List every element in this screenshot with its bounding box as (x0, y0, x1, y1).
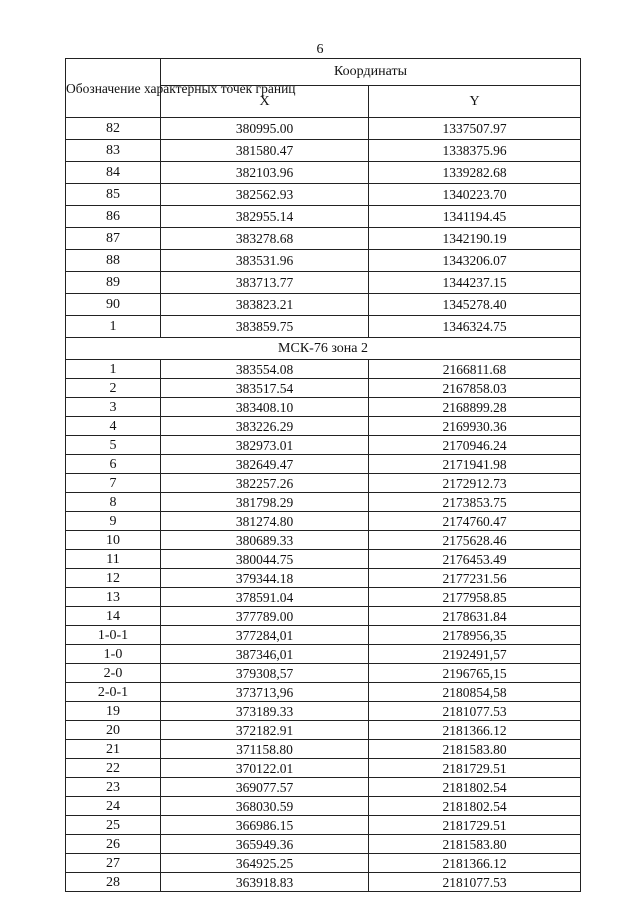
x-coordinate-cell: 383408.10 (161, 398, 369, 417)
table-row (66, 645, 581, 664)
x-coordinate-cell: 383226.29 (161, 417, 369, 436)
table-row (66, 294, 581, 316)
y-coordinate-cell: 2178956,35 (369, 626, 581, 645)
y-coordinate-cell: 2171941.98 (369, 455, 581, 474)
point-id-cell: 9 (66, 512, 161, 531)
point-id-cell: 1 (66, 316, 161, 338)
y-coordinate-cell: 2181583.80 (369, 740, 581, 759)
table-body-part2 (66, 360, 581, 892)
x-coordinate-cell: 380689.33 (161, 531, 369, 550)
y-coordinate-cell: 2177958.85 (369, 588, 581, 607)
point-id-cell: 2-0 (66, 664, 161, 683)
table-row (66, 797, 581, 816)
coordinates-header: Координаты (161, 59, 581, 86)
table-row (66, 206, 581, 228)
x-coordinate-cell: 382649.47 (161, 455, 369, 474)
x-coordinate-cell: 382973.01 (161, 436, 369, 455)
x-coordinate-cell: 377284,01 (161, 626, 369, 645)
x-coordinate-cell: 369077.57 (161, 778, 369, 797)
x-coordinate-cell: 373189.33 (161, 702, 369, 721)
table-row (66, 740, 581, 759)
y-coordinate-cell: 1345278.40 (369, 294, 581, 316)
x-coordinate-cell: 381580.47 (161, 140, 369, 162)
y-header: Y (369, 86, 581, 118)
x-coordinate-cell: 379308,57 (161, 664, 369, 683)
point-id-cell: 83 (66, 140, 161, 162)
x-coordinate-cell: 377789.00 (161, 607, 369, 626)
y-coordinate-cell: 2169930.36 (369, 417, 581, 436)
point-id-cell: 1-0 (66, 645, 161, 664)
table-row (66, 118, 581, 140)
x-coordinate-cell: 383713.77 (161, 272, 369, 294)
y-coordinate-cell: 2177231.56 (369, 569, 581, 588)
table-row (66, 184, 581, 206)
y-coordinate-cell: 1337507.97 (369, 118, 581, 140)
table-row (66, 512, 581, 531)
point-id-cell: 86 (66, 206, 161, 228)
point-id-cell: 82 (66, 118, 161, 140)
point-id-cell: 13 (66, 588, 161, 607)
y-coordinate-cell: 2181077.53 (369, 702, 581, 721)
table-row (66, 455, 581, 474)
table-row (66, 474, 581, 493)
point-id-cell: 88 (66, 250, 161, 272)
point-id-cell: 87 (66, 228, 161, 250)
table-row (66, 436, 581, 455)
table-row (66, 759, 581, 778)
table-row (66, 316, 581, 338)
y-coordinate-cell: 2176453.49 (369, 550, 581, 569)
table-row (66, 250, 581, 272)
point-id-cell: 84 (66, 162, 161, 184)
y-coordinate-cell: 2181802.54 (369, 778, 581, 797)
table-row (66, 272, 581, 294)
table-row (66, 816, 581, 835)
point-id-cell: 26 (66, 835, 161, 854)
table-row (66, 379, 581, 398)
y-coordinate-cell: 2166811.68 (369, 360, 581, 379)
zone-section (66, 338, 581, 360)
point-id-cell: 20 (66, 721, 161, 740)
point-id-cell: 3 (66, 398, 161, 417)
point-id-cell: 89 (66, 272, 161, 294)
y-coordinate-cell: 1338375.96 (369, 140, 581, 162)
point-id-cell: 14 (66, 607, 161, 626)
x-coordinate-cell: 366986.15 (161, 816, 369, 835)
point-id-cell: 90 (66, 294, 161, 316)
zone-title: МСК-76 зона 2 (66, 338, 581, 360)
y-coordinate-cell: 2196765,15 (369, 664, 581, 683)
x-coordinate-cell: 383278.68 (161, 228, 369, 250)
y-coordinate-cell: 1344237.15 (369, 272, 581, 294)
x-coordinate-cell: 383859.75 (161, 316, 369, 338)
y-coordinate-cell: 2181077.53 (369, 873, 581, 892)
point-id-cell: 25 (66, 816, 161, 835)
table-row (66, 702, 581, 721)
y-coordinate-cell: 2178631.84 (369, 607, 581, 626)
x-coordinate-cell: 383823.21 (161, 294, 369, 316)
point-id-cell: 2-0-1 (66, 683, 161, 702)
table-row (66, 531, 581, 550)
x-coordinate-cell: 370122.01 (161, 759, 369, 778)
page-number: 6 (316, 42, 324, 57)
y-coordinate-cell: 1340223.70 (369, 184, 581, 206)
x-coordinate-cell: 382103.96 (161, 162, 369, 184)
y-coordinate-cell: 1343206.07 (369, 250, 581, 272)
point-id-cell: 24 (66, 797, 161, 816)
x-coordinate-cell: 379344.18 (161, 569, 369, 588)
table-row (66, 162, 581, 184)
table-row (66, 550, 581, 569)
x-coordinate-cell: 382562.93 (161, 184, 369, 206)
point-id-cell: 21 (66, 740, 161, 759)
point-id-cell: 1-0-1 (66, 626, 161, 645)
x-coordinate-cell: 373713,96 (161, 683, 369, 702)
y-coordinate-cell: 2181802.54 (369, 797, 581, 816)
x-coordinate-cell: 364925.25 (161, 854, 369, 873)
point-id-cell: 28 (66, 873, 161, 892)
x-coordinate-cell: 380044.75 (161, 550, 369, 569)
y-coordinate-cell: 2174760.47 (369, 512, 581, 531)
table-row (66, 417, 581, 436)
table-row (66, 588, 581, 607)
y-coordinate-cell: 1342190.19 (369, 228, 581, 250)
table-row (66, 626, 581, 645)
x-coordinate-cell: 365949.36 (161, 835, 369, 854)
point-id-cell: 23 (66, 778, 161, 797)
y-coordinate-cell: 2181729.51 (369, 759, 581, 778)
y-coordinate-cell: 2181366.12 (369, 854, 581, 873)
point-id-cell: 2 (66, 379, 161, 398)
table-body-part1 (66, 118, 581, 338)
x-header: X (161, 86, 369, 118)
point-id-cell: 22 (66, 759, 161, 778)
point-id-cell: 85 (66, 184, 161, 206)
x-coordinate-cell: 372182.91 (161, 721, 369, 740)
point-id-cell: 19 (66, 702, 161, 721)
point-id-cell: 12 (66, 569, 161, 588)
table-row (66, 140, 581, 162)
x-coordinate-cell: 378591.04 (161, 588, 369, 607)
y-coordinate-cell: 1339282.68 (369, 162, 581, 184)
point-id-cell: 5 (66, 436, 161, 455)
y-coordinate-cell: 2192491,57 (369, 645, 581, 664)
point-id-cell: 1 (66, 360, 161, 379)
point-id-cell: 6 (66, 455, 161, 474)
table-row (66, 835, 581, 854)
y-coordinate-cell: 1341194.45 (369, 206, 581, 228)
point-id-cell: 27 (66, 854, 161, 873)
table-row (66, 569, 581, 588)
x-coordinate-cell: 381274.80 (161, 512, 369, 531)
x-coordinate-cell: 380995.00 (161, 118, 369, 140)
table-row (66, 683, 581, 702)
table-row (66, 778, 581, 797)
table-row (66, 664, 581, 683)
table-row (66, 493, 581, 512)
x-coordinate-cell: 382257.26 (161, 474, 369, 493)
x-coordinate-cell: 383531.96 (161, 250, 369, 272)
y-coordinate-cell: 2167858.03 (369, 379, 581, 398)
table-row (66, 228, 581, 250)
y-coordinate-cell: 2168899.28 (369, 398, 581, 417)
point-id-cell: 8 (66, 493, 161, 512)
point-id-cell: 7 (66, 474, 161, 493)
table-header (66, 59, 581, 118)
designation-header: Обозначение характерных точек границ (66, 59, 161, 118)
point-id-cell: 11 (66, 550, 161, 569)
table-row (66, 873, 581, 892)
y-coordinate-cell: 2181729.51 (369, 816, 581, 835)
x-coordinate-cell: 382955.14 (161, 206, 369, 228)
coordinates-table (65, 58, 581, 892)
y-coordinate-cell: 2173853.75 (369, 493, 581, 512)
table-row (66, 607, 581, 626)
y-coordinate-cell: 2181583.80 (369, 835, 581, 854)
point-id-cell: 4 (66, 417, 161, 436)
table-row (66, 854, 581, 873)
y-coordinate-cell: 2180854,58 (369, 683, 581, 702)
x-coordinate-cell: 363918.83 (161, 873, 369, 892)
x-coordinate-cell: 371158.80 (161, 740, 369, 759)
y-coordinate-cell: 2181366.12 (369, 721, 581, 740)
x-coordinate-cell: 381798.29 (161, 493, 369, 512)
y-coordinate-cell: 2175628.46 (369, 531, 581, 550)
y-coordinate-cell: 1346324.75 (369, 316, 581, 338)
x-coordinate-cell: 383554.08 (161, 360, 369, 379)
y-coordinate-cell: 2170946.24 (369, 436, 581, 455)
x-coordinate-cell: 387346,01 (161, 645, 369, 664)
x-coordinate-cell: 368030.59 (161, 797, 369, 816)
table-row (66, 360, 581, 379)
table-row (66, 398, 581, 417)
point-id-cell: 10 (66, 531, 161, 550)
y-coordinate-cell: 2172912.73 (369, 474, 581, 493)
table-row (66, 721, 581, 740)
x-coordinate-cell: 383517.54 (161, 379, 369, 398)
